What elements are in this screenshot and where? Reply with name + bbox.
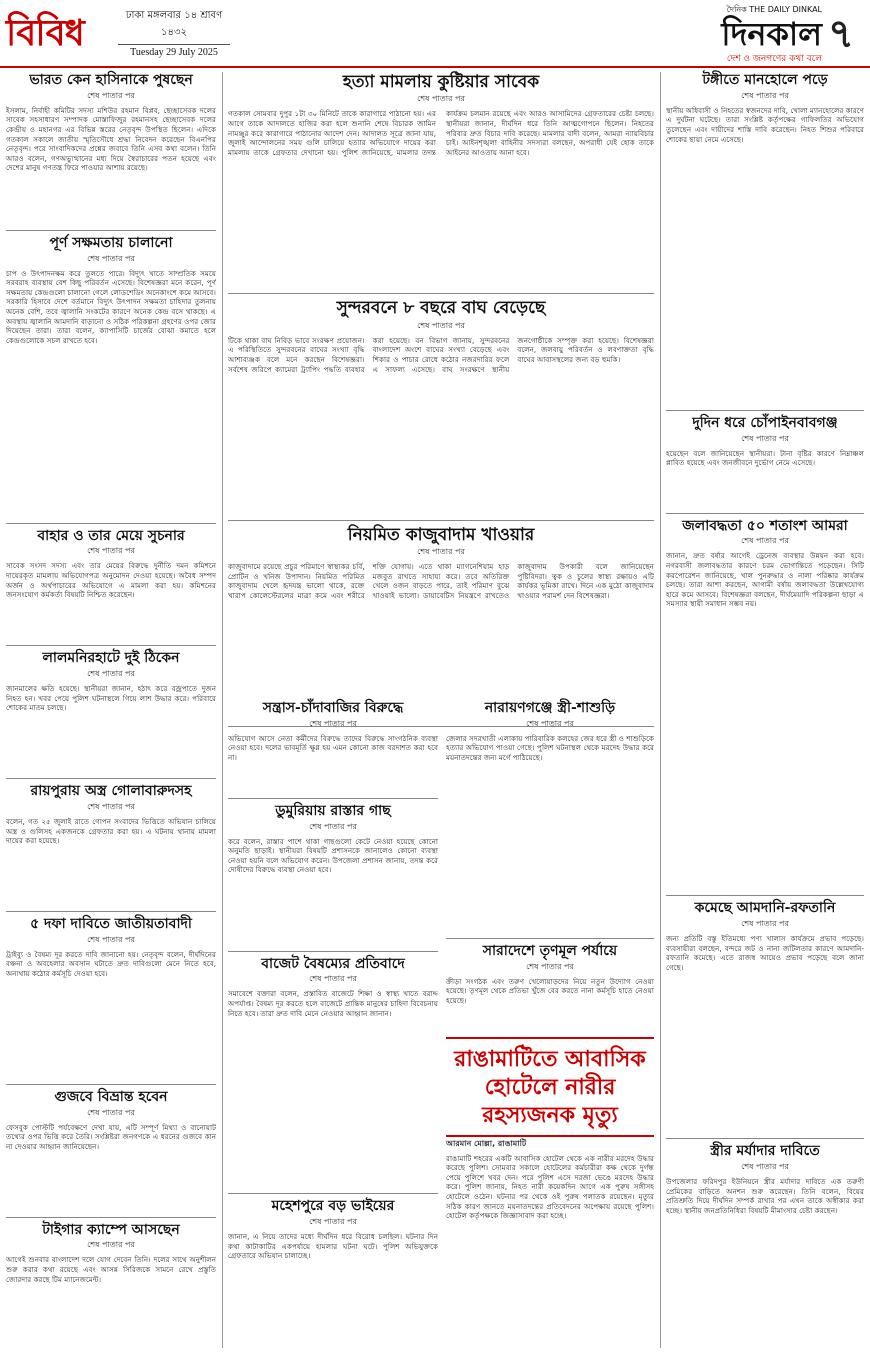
column-right <box>666 72 864 1352</box>
column-left <box>6 72 216 1352</box>
section-title: বিবিধ <box>6 12 84 54</box>
article-body: হয়েছেন বলে জানিয়েছেন স্থানীয়রা। টানা বৃষ্টির কারণে নিম্নাঞ্চল প্লাবিত হয়েছে এবং জনজীবনে দুর্ভোগ নেমে এসেছে। <box>666 448 864 468</box>
divider <box>228 293 654 294</box>
divider <box>228 520 654 521</box>
article <box>6 650 216 774</box>
article-body: গতকাল সোমবার দুপুর ১টা ৩০ মিনিটে তাকে কারাগারে পাঠানো হয়। এর আগে তাকে আদালতে হাজির করা হলে শুনানি শেষে বিচারক জামিন নামঞ্জুর করে কারাগারে পাঠানোর আদেশ দেন। আদালত সূত্রে জানা যায়, জুলাই আন্দোলনের সময় গুলি চালিয়ে হত্যার অভিযোগে দায়ের করা মামলায় তাকে গ্রেফতার দেখানো হয়। পুলিশ জানিয়েছে, মামলার তদন্ত কার্যক্রম চলমান রয়েছে এবং আরও আসামিদের গ্রেফতারের চেষ্টা চলছে। স্থানীয়রা জানান, দীর্ঘদিন ধরে তিনি আত্মগোপনে ছিলেন। নিহতের পরিবার দ্রুত বিচার দাবি করেছে। মামলার বাদী বলেন, আমরা ন্যায়বিচার চাই। আইনশৃঙ্খলা বাহিনীর সদস্যরা বলছেন, অপরাধী যেই হোক তাকে আইনের আওতায় আনা হবে। <box>228 109 654 157</box>
article-byline: আরমান মোল্লা, রাঙামাটি <box>446 1138 527 1148</box>
divider <box>666 1138 864 1139</box>
article-headline: গুজবে বিভ্রান্ত হবেন <box>54 1088 168 1105</box>
article-headline: ডুমুরিয়ায় রাস্তার গাছ <box>275 802 391 819</box>
article-headline: ভারত কেন হাসিনাকে পুষছেন <box>29 72 193 88</box>
divider <box>446 938 654 939</box>
divider <box>6 911 216 912</box>
divider <box>6 523 216 524</box>
divider <box>228 798 438 799</box>
article-byline: শেষ পাতার পর <box>87 801 135 811</box>
article-body: সমাবেশে বক্তারা বলেন, প্রস্তাবিত বাজেটে শিক্ষা ও স্বাস্থ্য খাতে বরাদ্দ অপর্যাপ্ত। বৈষম্য দূর করতে হলে বাজেটে প্রান্তিক মানুষের চাহিদা বিবেচনায় নিতে হবে। তারা দ্রুত দাবি মেনে নেওয়ার আহ্বান জানান। <box>228 989 438 1018</box>
paper-logo-top: দৈনিক THE DAILY DINKAL <box>726 5 822 14</box>
article-byline: শেষ পাতার পর <box>309 1217 357 1227</box>
article-byline: শেষ পাতার পর <box>741 1161 789 1171</box>
article-byline: শেষ পাতার পর <box>309 974 357 984</box>
column-center <box>228 72 654 731</box>
article <box>228 525 654 722</box>
article-byline: শেষ পাতার পর <box>87 253 135 263</box>
article-headline: নিয়মিত কাজুবাদাম খাওয়ার <box>347 524 535 545</box>
article-byline: শেষ পাতার পর <box>417 94 465 104</box>
paper-logo <box>672 4 822 66</box>
article-body: সাবেক সংসদ সদস্য এবং তার মেয়ের বিরুদ্ধে দুর্নীতি দমন কমিশনে দায়েরকৃত মামলায় অভিযোগপত্র অনুমোদন দেওয়া হয়েছে। অবৈধ সম্পদ অর্জন ও অর্থপাচারের অভিযোগে এ মামলা করা হয়। কমিশনের জনসংযোগ কর্মকর্তা বিষয়টি নিশ্চিত করেছেন। <box>6 561 216 600</box>
article-body: কাজুবাদামে রয়েছে প্রচুর পরিমাণে স্বাস্থ্যকর চর্বি, প্রোটিন ও খনিজ উপাদান। নিয়মিত পরিমিত কাজুবাদাম খেলে হৃদযন্ত্র ভালো থাকে, রক্তে খারাপ কোলেস্টেরলের মাত্রা কমে এবং শরীরে শক্তি যোগায়। এতে থাকা ম্যাগনেশিয়াম হাড় মজবুত রাখতে সাহায্য করে। তবে অতিরিক্ত খেলে ওজন বাড়তে পারে, তাই পরিমাণ বুঝে খাওয়াই ভালো। ডায়াবেটিস নিয়ন্ত্রণে রাখতেও কাজুবাদাম উপকারী বলে জানিয়েছেন পুষ্টিবিদরা। ত্বক ও চুলের স্বাস্থ্য রক্ষায়ও এটি কার্যকর ভূমিকা রাখে। দিনে এক মুঠো কাজুবাদাম খাওয়ার পরামর্শ দেন বিশেষজ্ঞরা। <box>228 562 654 600</box>
divider <box>666 410 864 411</box>
article-byline: শেষ পাতার পর <box>87 90 135 100</box>
article <box>666 1143 864 1352</box>
divider <box>6 778 216 779</box>
article-body: জেলার সদরখাতী এলাকায় পারিবারিক কলহের জের ধরে স্ত্রী ও শাশুড়িকে হত্যার অভিযোগ পাওয়া গেছে। পুলিশ ঘটনাস্থল থেকে মরদেহ উদ্ধার করে ময়নাতদন্তের জন্য মর্গে পাঠিয়েছে। <box>446 733 654 762</box>
article-headline: রায়পুরায় অস্ত্র গোলাবারুদসহ <box>30 783 192 800</box>
article <box>6 528 216 642</box>
article <box>6 235 216 519</box>
article-headline: বাহার ও তার মেয়ে সুচনার <box>37 527 185 544</box>
date-english: Tuesday 29 July 2025 <box>130 47 218 58</box>
article <box>228 298 654 515</box>
article-byline: শেষ পাতার পর <box>87 1240 135 1250</box>
divider <box>228 1193 438 1194</box>
article <box>6 72 216 226</box>
article-byline: শেষ পাতার পর <box>741 919 789 929</box>
article <box>228 72 654 289</box>
article-byline: শেষ পাতার পর <box>87 546 135 556</box>
article-body: রাঙামাটি শহরের একটি আবাসিক হোটেল থেকে এক নারীর মরদেহ উদ্ধার করেছে পুলিশ। সোমবার সকালে হোটেলের কর্মচারীরা কক্ষ থেকে দুর্গন্ধ পেয়ে পুলিশে খবর দেন। পরে পুলিশ এসে দরজা ভেঙে মরদেহ উদ্ধার করে। পুলিশ জানায়, নিহত নারী কয়েকদিন আগে এক পুরুষ সঙ্গীসহ হোটেলে ওঠেন। ঘটনার পর থেকে ওই পুরুষ পলাতক রয়েছেন। মৃত্যুর সঠিক কারণ জানতে ময়নাতদন্তের প্রতিবেদনের অপেক্ষায় রয়েছে পুলিশ। হোটেল কর্তৃপক্ষকে জিজ্ঞাসাবাদ করা হচ্ছে। <box>446 1153 654 1221</box>
article-body: আগেই শুনবার বাংলাদেশ দলে যোগ দেবেন তিনি। দলের সাথে অনুশীলন শুরু করার কথা রয়েছে এবং আসন্ন সিরিজকে সামনে রেখে প্রস্তুতি জোরদার করছে টিম ম্যানেজমেন্ট। <box>6 1255 216 1284</box>
article-byline: শেষ পাতার পর <box>87 1107 135 1117</box>
article <box>6 783 216 907</box>
article-byline: শেষ পাতার পর <box>87 934 135 944</box>
article <box>228 956 438 1190</box>
article-headline: পূর্ণ সক্ষমতায় চালানো <box>49 234 173 251</box>
divider <box>6 230 216 231</box>
article-body: জানান, দ্রুত বর্ষার আগেই ড্রেনেজ ব্যবস্থার উন্নয়ন করা হবে। নগরবাসী জলাবদ্ধতার কারণে চরম ভোগান্তিতে পড়েছেন। সিটি করপোরেশন জানিয়েছে, খাল পুনরুদ্ধার ও নালা পরিষ্কার কার্যক্রম চলছে। তারা আশা করছেন, আগামী বর্ষায় জলাবদ্ধতা উল্লেখযোগ্য হারে কমে আসবে। বিশেষজ্ঞরা বলছেন, দীর্ঘমেয়াদি পরিকল্পনা ছাড়া এ সমস্যার স্থায়ী সমাধান সম্ভব নয়। <box>666 551 864 609</box>
article <box>446 943 654 1037</box>
divider <box>6 1217 216 1218</box>
article-headline: স্ত্রীর মর্যাদার দাবিতে <box>710 1143 820 1160</box>
article-body: টিকে থাকা বাঘ নিবিড় ভাবে সংরক্ষণ প্রয়োজন। এ পরিস্থিতিতে সুন্দরবনের বাঘের সংখ্যা বৃদ্ধি আশাব্যঞ্জক বলে মনে করছেন বিশেষজ্ঞরা। সর্বশেষ জরিপে ক্যামেরা ট্র্যাপিং পদ্ধতি ব্যবহার করা হয়েছে। বন বিভাগ জানায়, সুন্দরবনের বাংলাদেশ অংশে বাঘের সংখ্যা বেড়েছে এবং শিকার ও পাচার রোধে কঠোর নজরদারির ফলে এ সাফল্য এসেছে। বাঘ সংরক্ষণে স্থানীয় জনগোষ্ঠীকে সম্পৃক্ত করা হয়েছে। বিশেষজ্ঞরা বলেন, জলবায়ু পরিবর্তন ও লবণাক্ততা বৃদ্ধি বাঘের আবাসস্থলের জন্য বড় হুমকি। <box>228 335 654 374</box>
article-body: উপজেলার ফরিদপুর ইউনিয়নে স্ত্রীর মর্যাদার দাবিতে এক তরুণী প্রেমিকের বাড়িতে অনশন শুরু করেছেন। তিনি বলেন, বিয়ের প্রতিশ্রুতি দিয়ে দীর্ঘদিন সম্পর্ক রাখার পর এখন তাকে অস্বীকার করা হচ্ছে। স্থানীয় জনপ্রতিনিধিরা বিষয়টি মীমাংসার চেষ্টা করছেন। <box>666 1176 864 1215</box>
article-headline: কমেছে আমদানি-রফতানি <box>694 900 836 917</box>
article <box>228 1198 438 1352</box>
divider <box>6 645 216 646</box>
article-headline: বাজেট বৈষম্যের প্রতিবাদে <box>261 955 405 972</box>
article-body: জানান, এ নিয়ে তাদের মধ্যে দীর্ঘদিন ধরে বিরোধ চলছিল। ঘটনার দিন কথা কাটাকাটির একপর্যায়ে হামলার ঘটনা ঘটে। পুলিশ অভিযুক্তকে গ্রেফতারে অভিযান চালাচ্ছে। <box>228 1232 438 1261</box>
article-headline: সন্ত্রাস-চাঁদাবাজির বিরুদ্ধে <box>262 700 404 716</box>
article-byline: শেষ পাতার পর <box>741 536 789 546</box>
article-headline: দুদিন ধরে চোঁপাইনবাবগঞ্জ <box>692 414 838 431</box>
article-byline: শেষ পাতার পর <box>526 718 574 728</box>
article-body: জানমালের ক্ষতি হয়েছে। স্থানীয়রা জানান, হঠাৎ করে বজ্রপাতে দুজন নিহত হন। খবর পেয়ে পুলিশ ঘটনাস্থলে গিয়ে লাশ উদ্ধার করে। পরিবারে শোকের মাতম চলছে। <box>6 684 216 713</box>
date-bengali: ঢাকা মঙ্গলবার ১৪ শ্রাবণ ১৪৩২ <box>118 8 230 45</box>
paper-tagline: দেশ ও জনগণের কথা বলে <box>726 54 822 64</box>
edition-date <box>118 8 230 58</box>
article-byline: শেষ পাতার পর <box>309 718 357 728</box>
column-rule <box>222 72 223 1348</box>
article <box>228 700 438 794</box>
article-headline: টঙ্গীতে মানহোলে পড়ে <box>702 72 828 88</box>
article <box>666 900 864 1134</box>
article-headline: জলাবদ্ধতা ৫০ শতাংশ আমরা <box>682 517 848 534</box>
divider <box>666 895 864 896</box>
article-byline: শেষ পাতার পর <box>309 821 357 831</box>
article-headline: ৫ দফা দাবিতে জাতীয়তাবাদী <box>30 915 192 932</box>
divider <box>228 951 438 952</box>
article-body: ক্রীড়া সংগঠক এবং তরুণ খেলোয়াড়দের নিয়ে নতুন উদ্যোগ নেওয়া হয়েছে। তৃণমূল থেকে প্রতিভা খুঁজে বের করতে নানা কর্মসূচি হাতে নেওয়া হয়েছে। <box>446 976 654 1005</box>
article-byline: শেষ পাতার পর <box>741 433 789 443</box>
column-center-left <box>228 700 438 1352</box>
article-headline: সারাদেশে তৃণমূল পর্যায়ে <box>482 942 618 959</box>
article-body: জন্য প্রতিটি বস্তু ইতিমধ্যে পণ্য খালাস কার্যক্রমে প্রভাব পড়েছে। ব্যবসায়ীরা বলছেন, বন্দরে জট ও নানা জটিলতার কারণে আমদানি-রফতানি কমেছে। এতে রাজস্ব আয়েও প্রভাব পড়েছে বলে জানা গেছে। <box>666 934 864 972</box>
paper-name: দিনকাল <box>721 15 822 53</box>
article-headline: মহেশপুরে বড় ভাইয়ের <box>271 1198 395 1215</box>
article-headline: লালমনিরহাটে দুই ঠিকেন <box>42 650 180 667</box>
article-body: চাপ ও উৎপাদনক্ষম করে তুলতে পারে। বিদ্যুৎ খাতে সাম্প্রতিক সময়ে সরবরাহ ব্যবস্থায় বেশ কিছু পরিবর্তন এসেছে। বিশেষজ্ঞরা মনে করেন, পূর্ণ সক্ষমতায় কেন্দ্রগুলো চালানো গেলে লোডশেডিং অনেকাংশে কমে আসবে। সরকারি হিসাবে দেশে বর্তমানে বিদ্যুৎ উৎপাদন সক্ষমতা চাহিদার তুলনায় অনেক বেশি, তবে জ্বালানি সংকটের কারণে অনেক কেন্দ্র বসে থাকছে। এ অবস্থায় জ্বালানি আমদানি বাড়ানো ও সঠিক পরিকল্পনা গ্রহণের ওপর জোর দিয়েছেন তারা। তারা বলেন, ক্যাপাসিটি চার্জের বোঝা কমাতে হলে কেন্দ্রগুলোকে সচল রাখতে হবে। <box>6 268 216 345</box>
article-headline: টাইগার ক্যাম্পে আসছেন <box>42 1221 180 1238</box>
page-number: ৭ <box>828 10 855 57</box>
article <box>446 700 654 934</box>
article-byline: শেষ পাতার পর <box>526 961 574 971</box>
article <box>6 1222 216 1352</box>
article <box>6 916 216 1080</box>
article-body: স্থানীয় অধিবাসী ও নিহতের স্বজনদের দাবি, খোলা ম্যানহোলের কারণে এ দুর্ঘটনা ঘটেছে। তারা সংশ্লিষ্ট কর্তৃপক্ষের গাফিলতির অভিযোগ তুলেছেন এবং দায়ীদের শাস্তি দাবি করেছেন। নিহত শিশুর পরিবারে শোকের ছায়া নেমে এসেছে। <box>666 105 864 144</box>
article-body: ফেসবুক পোস্টটি পর্যবেক্ষণে দেখা যায়, এটি সম্পূর্ণ মিথ্যা ও বানোয়াট তথ্যের ওপর ভিত্তি করে তৈরি। সংশ্লিষ্টরা জনগণকে এ ধরনের গুজবে কান না দেওয়ার আহ্বান জানিয়েছেন। <box>6 1122 216 1151</box>
article-byline: শেষ পাতার পর <box>417 547 465 557</box>
column-center-right <box>446 700 654 1344</box>
article <box>666 415 864 509</box>
article <box>666 518 864 892</box>
masthead <box>0 0 870 68</box>
featured-article <box>446 1037 654 1137</box>
article-body: করে বলেন, রাস্তার পাশে থাকা গাছগুলো কেটে নেওয়া হয়েছে কোনো অনুমতি ছাড়াই। স্থানীয়রা বিষয়টি প্রশাসনকে জানালেও কোনো ব্যবস্থা নেওয়া হয়নি বলে অভিযোগ করেন। উপজেলা প্রশাসন জানায়, তদন্ত করে দোষীদের বিরুদ্ধে ব্যবস্থা নেওয়া হবে। <box>228 836 438 875</box>
article-body: ইসলাম, নির্বাহী কমিটির সদস্য মশিউর রহমান বিপ্লব, ছেচ্ছাসেবক দলের সাবেক সহসাধারণ সম্পাদক মোস্তাফিজুর রহমানসহ ছেচ্ছাসেবক দলের কেন্দ্রীয় ও মহানগর এর বিভিন্ন স্তরের নেতৃবৃন্দ উপস্থিত ছিলেন। এদিকে গতকাল সকালে জাতীয় স্মৃতিসৌধে শ্রদ্ধা নিবেদন করেছেন বিএনপির নেতৃবৃন্দ। পরে সাংবাদিকদের প্রশ্নের জবাবে তিনি এসব কথা বলেন। তিনি আরও বলেন, গণঅভ্যুত্থানের মধ্য দিয়ে স্বৈরাচারের পতন হয়েছে এবং দেশের মানুষ গণতন্ত্র ফিরে পাওয়ার আশায় রয়েছে। <box>6 105 216 173</box>
article-headline: হত্যা মামলায় কুষ্টিয়ার সাবেক <box>342 72 540 92</box>
featured-headline: রাঙামাটিতে আবাসিক হোটেলে নারীর রহস্যজনক মৃত্যু <box>454 1045 646 1128</box>
article-headline: সুন্দরবনে ৮ বছরে বাঘ বেড়েছে <box>336 298 546 319</box>
article-byline: শেষ পাতার পর <box>417 320 465 330</box>
divider <box>666 513 864 514</box>
article <box>6 1089 216 1213</box>
article-body: অভিযোগ আসে নেতা কর্মীদের বিরুদ্ধে তাদের বিরুদ্ধে সাংগঠনিক ব্যবস্থা নেওয়া হবে। দলের ভাবমূর্তি ক্ষুণ্ণ হয় এমন কোনো কাজ বরদাশত করা হবে না। <box>228 733 438 762</box>
article-body: ট্রাইব্যু ও বৈষম্য দূর করতে দাবি জানানো হয়। নেতৃবৃন্দ বলেন, দীর্ঘদিনের বঞ্চনা ও অবহেলার অবসান ঘটাতে দ্রুত দাবিগুলো মেনে নিতে হবে, অন্যথায় কঠোর কর্মসূচি দেওয়া হবে। <box>6 949 216 978</box>
column-rule <box>660 72 661 1348</box>
article-byline: শেষ পাতার পর <box>87 669 135 679</box>
article-byline: শেষ পাতার পর <box>741 90 789 100</box>
article-headline: নারায়ণগঞ্জে স্ত্রী-শাশুড়ি <box>484 700 616 716</box>
article-body: বলেন, গত ২৫ জুলাই রাতে গোপন সংবাদের ভিত্তিতে অভিযান চালিয়ে অস্ত্র ও গুলিসহ একজনকে গ্রেফতার করা হয়। এ ঘটনায় থানায় মামলা দায়ের করা হয়েছে। <box>6 816 216 846</box>
divider <box>6 1084 216 1085</box>
article <box>666 72 864 406</box>
article <box>228 803 438 947</box>
